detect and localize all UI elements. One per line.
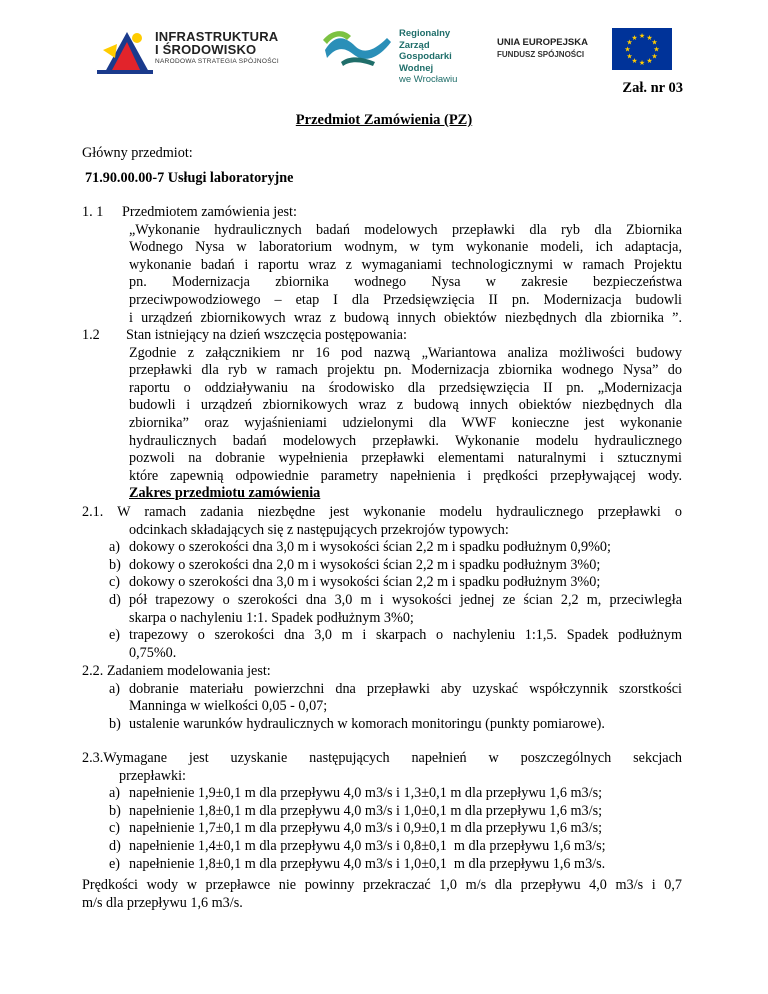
ue-line2: FUNDUSZ SPÓJNOŚCI bbox=[497, 50, 585, 59]
list-item: a) dobranie materiału powierzchni dna przepławki aby uzyskać współczynnik szorstkości Manninga w wielkości 0,05 - 0,07; bbox=[109, 680, 682, 715]
section-1-1-number: 1. 1 bbox=[82, 204, 104, 220]
svg-text:★: ★ bbox=[653, 45, 660, 54]
section-2-1 bbox=[82, 504, 682, 662]
section-1-1 bbox=[82, 204, 682, 327]
svg-text:★: ★ bbox=[638, 59, 646, 67]
header-logos bbox=[85, 20, 685, 85]
ue-logo bbox=[497, 28, 687, 72]
rzgw-wave-icon bbox=[321, 28, 395, 68]
infra-line1: INFRASTRUKTURA bbox=[155, 29, 279, 44]
section-1-2-body bbox=[129, 345, 682, 503]
list-item: d) napełnienie 1,4±0,1 m dla przepływu 4,0 m3/s i 0,8±0,1 m dla przepływu 1,6 m3/s; bbox=[109, 837, 606, 854]
list-item: c) dokowy o szerokości dna 3,0 m i wysokości ścian 2,2 m i spadku podłużnym 3%0; bbox=[109, 574, 601, 591]
svg-text:★: ★ bbox=[638, 32, 646, 40]
svg-text:★: ★ bbox=[624, 45, 631, 54]
svg-text:★: ★ bbox=[631, 34, 638, 42]
section-1-1-heading bbox=[82, 204, 682, 222]
text-line: budowli i urządzeń zbiornikowych wraz z budową innych obiektów niezbędnych dla bbox=[129, 397, 682, 414]
text-line: pn. Modernizacja zbiornika wodnego Nysa w zakresie bezpieczeństwa bbox=[129, 274, 682, 291]
infrastruktura-emblem-icon bbox=[97, 24, 153, 80]
text-line: Zgodnie z załącznikiem nr 16 pod nazwą „Wariantowa analiza możliwości budowy bbox=[129, 344, 682, 361]
attachment-number: Zał. nr 03 bbox=[622, 80, 683, 96]
section-2-2-intro: 2.2. Zadaniem modelowania jest: bbox=[82, 663, 271, 679]
list-item: d) pół trapezowy o szerokości dna 3,0 m i wysokości jednej ze ścian 2,2 m, przeciwległa skarpa o nachyleniu 1:1. Spadek podłużnym 3%0; bbox=[109, 591, 682, 626]
svg-text:★: ★ bbox=[651, 38, 658, 47]
section-2-2 bbox=[82, 663, 682, 733]
svg-text:★: ★ bbox=[626, 38, 633, 47]
list-item: b) ustalenie warunków hydraulicznych w komorach monitoringu (punkty pomiarowe). bbox=[109, 715, 605, 732]
infrastruktura-logo bbox=[97, 24, 297, 80]
page-title: Przedmiot Zamówienia (PZ) bbox=[295, 112, 473, 128]
infra-line3: NARODOWA STRATEGIA SPÓJNOŚCI bbox=[155, 58, 279, 65]
section-1-2-head: Stan istniejący na dzień wszczęcia postępowania: bbox=[126, 327, 407, 343]
rzgw-line2: Gospodarki Wodnej bbox=[399, 51, 452, 74]
list-item: a) dokowy o szerokości dna 3,0 m i wysokości ścian 2,2 m i spadku podłużnym 0,9%0; bbox=[109, 539, 611, 556]
infra-line2: I ŚRODOWISKO bbox=[155, 42, 257, 57]
list-item: b) napełnienie 1,8±0,1 m dla przepływu 4,0 m3/s i 1,0±0,1 m dla przepływu 1,6 m3/s; bbox=[109, 802, 603, 819]
text-line: Wodnego Nysa w laboratorium wodnym, w tym wykonanie modeli, ich adaptacja, bbox=[129, 239, 682, 256]
section-1-2 bbox=[82, 327, 682, 503]
list-item: e) napełnienie 1,8±0,1 m dla przepływu 4,0 m3/s i 1,0±0,1 m dla przepływu 1,6 m3/s. bbox=[109, 855, 606, 872]
text-line: wykonanie badań i raportu wraz z wymaganiami technologicznymi w ramach Projektu bbox=[129, 256, 682, 273]
list-item: e) trapezowy o szerokości dna 3,0 m i skarpach o nachyleniu 1:1,5. Spadek podłużnym 0,75%0. bbox=[109, 627, 682, 661]
text-line: które zapewnią odpowiednie parametry napełnienia i prędkości przepływającej wody. bbox=[129, 467, 682, 484]
text-line: przepławki dla ryb w ramach projektu pn. Modernizacja zbiornika wodnego Nysa” do bbox=[129, 362, 682, 379]
text-line: zbiornika” oraz wyjaśnieniami udzielonymi dla WWF konieczne jest wykonanie bbox=[129, 414, 682, 431]
section-2-1-intro-cont: odcinkach składających się z następujących przekrojów typowych: bbox=[129, 521, 509, 538]
ue-line1: UNIA EUROPEJSKA bbox=[497, 37, 588, 48]
section-1-2-heading bbox=[82, 327, 682, 345]
svg-text:★: ★ bbox=[646, 57, 653, 65]
section-1-1-head: Przedmiotem zamówienia jest: bbox=[122, 204, 297, 220]
svg-text:★: ★ bbox=[651, 52, 658, 61]
section-2-3-intro: 2.3.Wymagane jest uzyskanie następujących napełnień w poszczególnych sekcjach bbox=[82, 750, 682, 766]
rzgw-logo bbox=[321, 28, 481, 85]
text-line: pozwoli na dobranie wypełnienia przepławki elementami naturalnymi i sztucznymi bbox=[129, 450, 682, 467]
svg-text:★: ★ bbox=[631, 57, 638, 65]
section-2-3 bbox=[82, 750, 682, 873]
section-2-3-intro-cont: przepławki: bbox=[119, 767, 186, 784]
final-paragraph bbox=[82, 877, 682, 912]
scope-subheading: Zakres przedmiotu zamówienia bbox=[129, 485, 321, 502]
text-line: raportu o oddziaływaniu na środowisko dla przedsięwzięcia II pn. „Modernizacja bbox=[129, 379, 682, 396]
rzgw-line1: Regionalny Zarząd bbox=[399, 28, 451, 51]
text-line: przeciwpowodziowego – etap I dla Przedsięwzięcia II pn. Modernizacja budowli bbox=[129, 291, 682, 308]
text-line: m/s dla przepływu 1,6 m3/s. bbox=[82, 894, 243, 911]
cpv-code: 71.90.00.00-7 Usługi laboratoryjne bbox=[85, 170, 294, 186]
svg-text:★: ★ bbox=[646, 34, 653, 42]
list-item: c) napełnienie 1,7±0,1 m dla przepływu 4,0 m3/s i 0,9±0,1 m dla przepływu 1,6 m3/s; bbox=[109, 820, 603, 837]
section-1-1-body bbox=[129, 222, 682, 328]
rzgw-line3: we Wrocławiu bbox=[399, 74, 458, 85]
svg-text:★: ★ bbox=[626, 52, 633, 61]
text-line: hydraulicznych badań modelowych przepławki. Wykonanie modelu hydraulicznego bbox=[129, 432, 682, 449]
section-2-1-intro: 2.1. W ramach zadania niezbędne jest wykonanie modelu hydraulicznego przepławki o bbox=[82, 504, 682, 520]
section-1-2-number: 1.2 bbox=[82, 327, 100, 343]
text-line: „Wykonanie hydraulicznych badań modelowych przepławki dla ryb dla Zbiornika bbox=[129, 221, 682, 238]
text-line: i urządzeń zbiornikowych wraz z budową innych obiektów niezbędnych dla zbiornika ”. bbox=[129, 309, 682, 326]
text-line: Prędkości wody w przepławce nie powinny przekraczać 1,0 m/s dla przepływu 4,0 m3/s i 0,7 bbox=[82, 877, 682, 893]
main-subject-label: Główny przedmiot: bbox=[82, 145, 193, 161]
list-item: a) napełnienie 1,9±0,1 m dla przepływu 4,0 m3/s i 1,3±0,1 m dla przepływu 1,6 m3/s; bbox=[109, 785, 603, 802]
list-item: b) dokowy o szerokości dna 2,0 m i wysokości ścian 2,2 m i spadku podłużnym 3%0; bbox=[109, 556, 601, 573]
eu-flag-icon bbox=[612, 28, 672, 70]
